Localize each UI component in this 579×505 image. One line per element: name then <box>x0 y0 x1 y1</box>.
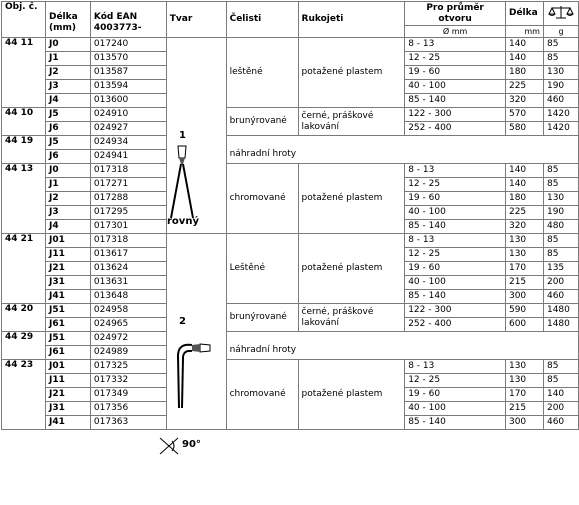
ean-code: 013624 <box>90 262 166 276</box>
celisti-cell: leštěné <box>226 38 298 108</box>
shape-1-number: 1 <box>179 130 186 141</box>
ean-code: 024972 <box>90 332 166 346</box>
ean-code: 017295 <box>90 206 166 220</box>
ean-code: 013594 <box>90 80 166 94</box>
delka-code: J6 <box>45 150 90 164</box>
delka-mm-value: 180 <box>505 192 543 206</box>
hmotnost-value: 1480 <box>543 318 578 332</box>
delka-mm-value: 140 <box>505 178 543 192</box>
prumer-value: 122 - 300 <box>405 108 506 122</box>
table-row <box>2 108 579 122</box>
ean-code: 013617 <box>90 248 166 262</box>
delka-code: J21 <box>45 262 90 276</box>
header-delka-line1: Délka <box>48 12 78 22</box>
prumer-value: 19 - 60 <box>405 262 506 276</box>
delka-code: J5 <box>45 108 90 122</box>
header-ean <box>90 2 166 38</box>
table-row <box>2 360 579 374</box>
table-row <box>2 234 579 248</box>
prumer-value: 252 - 400 <box>405 122 506 136</box>
hmotnost-value: 85 <box>543 360 578 374</box>
hmotnost-value: 130 <box>543 66 578 80</box>
delka-code: J11 <box>45 374 90 388</box>
rukojeti-cell: potažené plastem <box>298 360 405 430</box>
ean-code: 017240 <box>90 38 166 52</box>
header-delka <box>45 2 90 38</box>
delka-mm-value: 320 <box>505 94 543 108</box>
straight-pliers-icon <box>158 144 208 224</box>
delka-mm-value: 180 <box>505 66 543 80</box>
hmotnost-value: 85 <box>543 234 578 248</box>
delka-mm-value: 600 <box>505 318 543 332</box>
header-ean-line1: Kód EAN <box>93 12 138 22</box>
header-delka-right: Délka <box>505 2 543 26</box>
obj-number: 44 19 <box>2 136 46 164</box>
header-obj-empty2 <box>2 26 46 38</box>
shape-2-number: 2 <box>179 316 186 327</box>
hmotnost-value: 460 <box>543 94 578 108</box>
delka-mm-value: 580 <box>505 122 543 136</box>
hmotnost-value: 85 <box>543 38 578 52</box>
delka-code: J0 <box>45 164 90 178</box>
delka-code: J4 <box>45 220 90 234</box>
delka-code: J21 <box>45 388 90 402</box>
delka-mm-value: 130 <box>505 234 543 248</box>
header-rukojeti: Rukojeti <box>298 2 405 38</box>
prumer-value: 40 - 100 <box>405 402 506 416</box>
prumer-value: 12 - 25 <box>405 374 506 388</box>
prumer-value: 40 - 100 <box>405 276 506 290</box>
delka-code: J61 <box>45 346 90 360</box>
delka-code: J01 <box>45 360 90 374</box>
header-hmotnost-unit: g <box>543 26 578 38</box>
header-delka-unit: mm <box>505 26 543 38</box>
hmotnost-value: 85 <box>543 374 578 388</box>
ean-code: 013648 <box>90 290 166 304</box>
delka-code: J51 <box>45 304 90 318</box>
delka-code: J1 <box>45 178 90 192</box>
delka-mm-value: 570 <box>505 108 543 122</box>
prumer-value: 12 - 25 <box>405 248 506 262</box>
celisti-cell: chromované <box>226 164 298 234</box>
obj-number: 44 20 <box>2 304 46 332</box>
angled-pliers-icon <box>152 330 212 410</box>
obj-number: 44 10 <box>2 108 46 136</box>
ean-code: 017325 <box>90 360 166 374</box>
delka-mm-value: 140 <box>505 52 543 66</box>
rukojeti-cell: černé, práškové lakování <box>298 108 405 136</box>
prumer-value: 85 - 140 <box>405 416 506 430</box>
scale-icon-cell <box>543 2 578 26</box>
header-delka-line2: (mm) <box>48 23 76 33</box>
ean-code: 024934 <box>90 136 166 150</box>
celisti-cell: chromované <box>226 360 298 430</box>
hmotnost-value: 85 <box>543 248 578 262</box>
prumer-value: 8 - 13 <box>405 234 506 248</box>
delka-mm-value: 215 <box>505 402 543 416</box>
header-prumer <box>405 2 506 26</box>
hmotnost-value: 85 <box>543 52 578 66</box>
header-obj: Obj. č. <box>2 2 46 14</box>
delka-mm-value: 215 <box>505 276 543 290</box>
delka-mm-value: 300 <box>505 290 543 304</box>
header-obj-empty <box>2 14 46 26</box>
prumer-value: 85 - 140 <box>405 94 506 108</box>
celisti-cell: Leštěné <box>226 234 298 304</box>
delka-mm-value: 170 <box>505 262 543 276</box>
hmotnost-value: 1480 <box>543 304 578 318</box>
prumer-value: 122 - 300 <box>405 304 506 318</box>
hmotnost-value: 190 <box>543 206 578 220</box>
shape-2-angle: 90° <box>182 439 201 450</box>
prumer-value: 12 - 25 <box>405 52 506 66</box>
ean-code: 024910 <box>90 108 166 122</box>
rukojeti-cell: černé, práškové lakování <box>298 304 405 332</box>
obj-number: 44 23 <box>2 360 46 430</box>
delka-mm-value: 300 <box>505 416 543 430</box>
prumer-value: 85 - 140 <box>405 220 506 234</box>
hmotnost-value: 85 <box>543 178 578 192</box>
delka-code: J2 <box>45 66 90 80</box>
ean-code: 024958 <box>90 304 166 318</box>
hmotnost-value: 190 <box>543 80 578 94</box>
prumer-value: 40 - 100 <box>405 206 506 220</box>
ean-code: 017349 <box>90 388 166 402</box>
ean-code: 017288 <box>90 192 166 206</box>
prumer-value: 85 - 140 <box>405 290 506 304</box>
delka-mm-value: 130 <box>505 360 543 374</box>
header-celisti: Čelisti <box>226 2 298 38</box>
delka-mm-value: 130 <box>505 248 543 262</box>
ean-code: 017271 <box>90 178 166 192</box>
hmotnost-value: 200 <box>543 276 578 290</box>
ean-code: 013570 <box>90 52 166 66</box>
delka-code: J6 <box>45 122 90 136</box>
table-row <box>2 332 579 346</box>
hmotnost-value: 140 <box>543 388 578 402</box>
delka-code: J51 <box>45 332 90 346</box>
ean-code: 017318 <box>90 164 166 178</box>
ean-code: 017301 <box>90 220 166 234</box>
delka-code: J0 <box>45 38 90 52</box>
header-tvar: Tvar <box>166 2 226 38</box>
hmotnost-value: 200 <box>543 402 578 416</box>
header-prumer-line2: otvoru <box>438 13 472 24</box>
delka-code: J1 <box>45 52 90 66</box>
prumer-value: 19 - 60 <box>405 192 506 206</box>
prumer-value: 19 - 60 <box>405 388 506 402</box>
ean-code: 013587 <box>90 66 166 80</box>
ean-code: 024965 <box>90 318 166 332</box>
prumer-value: 40 - 100 <box>405 80 506 94</box>
hmotnost-value: 85 <box>543 164 578 178</box>
delka-mm-value: 140 <box>505 38 543 52</box>
delka-code: J4 <box>45 94 90 108</box>
table-row <box>2 304 579 318</box>
delka-mm-value: 170 <box>505 388 543 402</box>
ean-code: 024989 <box>90 346 166 360</box>
delka-code: J11 <box>45 248 90 262</box>
hmotnost-value: 480 <box>543 220 578 234</box>
spare-tips-cell: náhradní hroty <box>226 136 578 164</box>
delka-code: J31 <box>45 402 90 416</box>
header-prumer-unit: Ø mm <box>405 26 506 38</box>
hmotnost-value: 1420 <box>543 108 578 122</box>
prumer-value: 8 - 13 <box>405 360 506 374</box>
table-row <box>2 164 579 178</box>
ean-code: 017332 <box>90 374 166 388</box>
hmotnost-value: 1420 <box>543 122 578 136</box>
ean-code: 017356 <box>90 402 166 416</box>
delka-mm-value: 225 <box>505 206 543 220</box>
obj-number: 44 11 <box>2 38 46 108</box>
celisti-cell: brunýrované <box>226 304 298 332</box>
prumer-value: 252 - 400 <box>405 318 506 332</box>
delka-code: J61 <box>45 318 90 332</box>
scale-icon <box>548 4 574 20</box>
prumer-value: 19 - 60 <box>405 66 506 80</box>
prumer-value: 8 - 13 <box>405 38 506 52</box>
rukojeti-cell: potažené plastem <box>298 234 405 304</box>
product-table <box>1 1 579 430</box>
hmotnost-value: 130 <box>543 192 578 206</box>
delka-code: J31 <box>45 276 90 290</box>
ean-code: 017363 <box>90 416 166 430</box>
celisti-cell: brunýrované <box>226 108 298 136</box>
hmotnost-value: 135 <box>543 262 578 276</box>
delka-mm-value: 320 <box>505 220 543 234</box>
shape-1-label: rovný <box>167 216 199 227</box>
ean-code: 024941 <box>90 150 166 164</box>
spare-tips-cell: náhradní hroty <box>226 332 578 360</box>
delka-mm-value: 140 <box>505 164 543 178</box>
header-prumer-line1: Pro průměr <box>426 2 484 13</box>
obj-number: 44 29 <box>2 332 46 360</box>
ean-code: 013631 <box>90 276 166 290</box>
ean-code: 024927 <box>90 122 166 136</box>
ean-code: 013600 <box>90 94 166 108</box>
hmotnost-value: 460 <box>543 290 578 304</box>
hmotnost-value: 460 <box>543 416 578 430</box>
delka-mm-value: 225 <box>505 80 543 94</box>
delka-code: J5 <box>45 136 90 150</box>
table-row <box>2 136 579 150</box>
delka-code: J01 <box>45 234 90 248</box>
header-ean-line2: 4003773- <box>93 23 142 33</box>
rukojeti-cell: potažené plastem <box>298 38 405 108</box>
prumer-value: 12 - 25 <box>405 178 506 192</box>
angle-90-icon <box>158 436 182 456</box>
obj-number: 44 21 <box>2 234 46 304</box>
table-row <box>2 38 579 52</box>
delka-code: J3 <box>45 206 90 220</box>
prumer-value: 8 - 13 <box>405 164 506 178</box>
ean-code: 017318 <box>90 234 166 248</box>
delka-mm-value: 590 <box>505 304 543 318</box>
delka-code: J41 <box>45 290 90 304</box>
delka-mm-value: 130 <box>505 374 543 388</box>
delka-code: J2 <box>45 192 90 206</box>
rukojeti-cell: potažené plastem <box>298 164 405 234</box>
delka-code: J3 <box>45 80 90 94</box>
delka-code: J41 <box>45 416 90 430</box>
obj-number: 44 13 <box>2 164 46 234</box>
